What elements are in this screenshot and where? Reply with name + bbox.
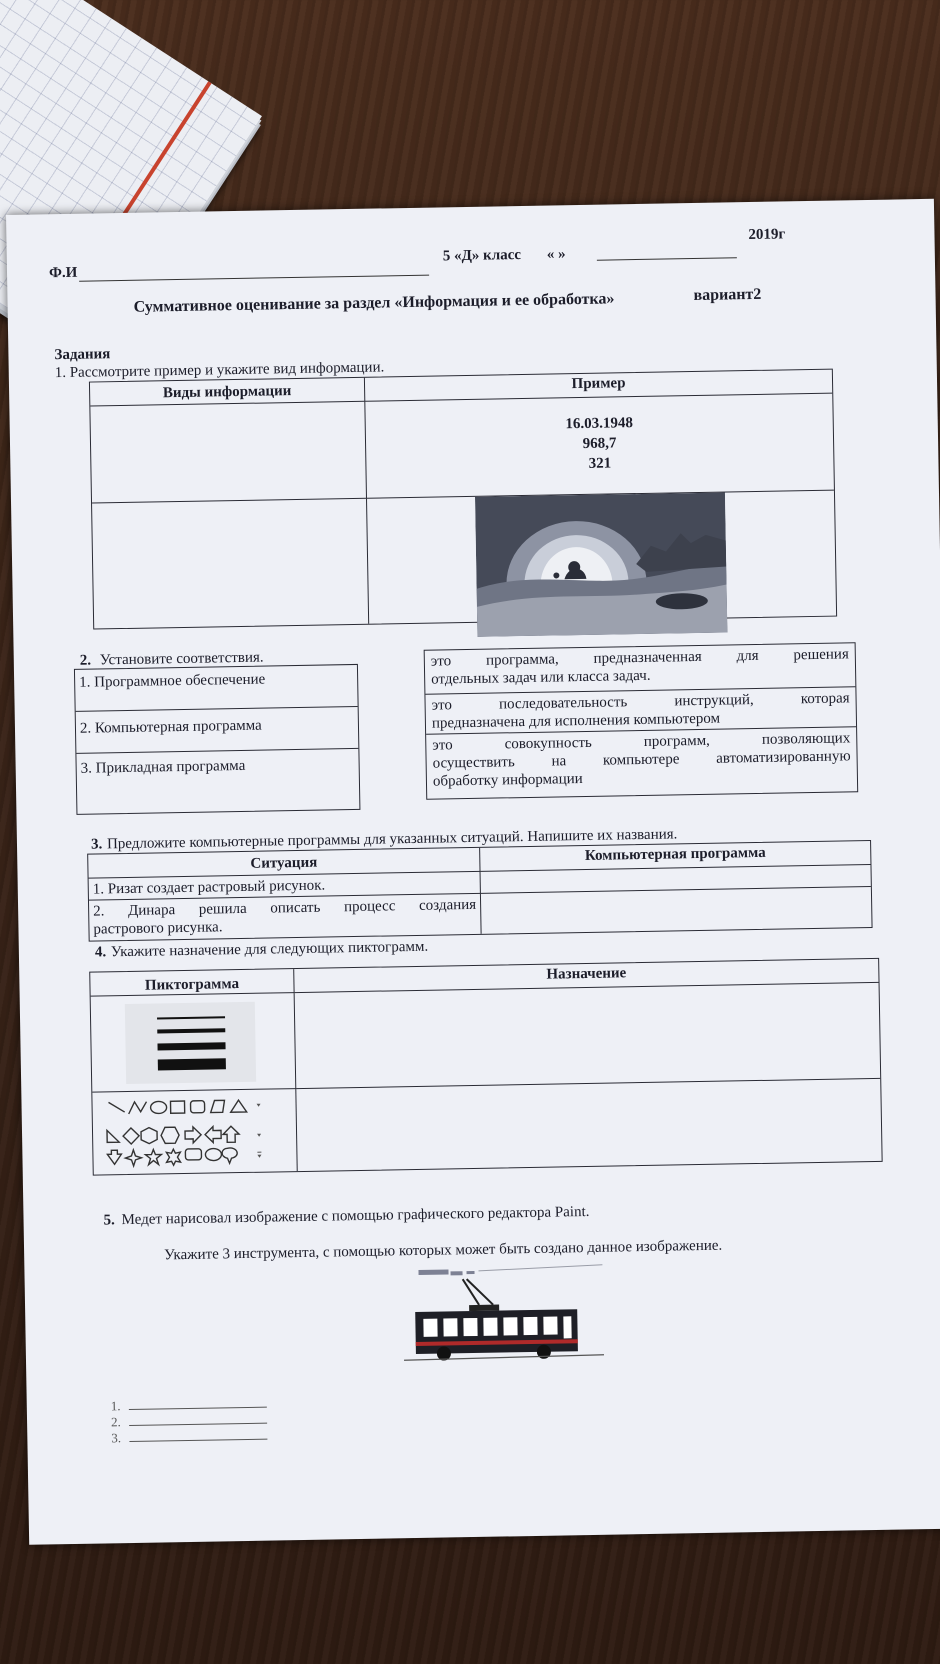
name-field[interactable] [79,260,429,282]
task1-answer-1[interactable] [90,402,367,504]
task5-prompt: Медет нарисовал изображение с помощью графического редактора Paint. [121,1203,590,1229]
task4-icon-cell-1 [91,993,297,1093]
example-line-3: 321 [588,455,612,472]
task4-purpose-2[interactable] [296,1079,881,1171]
year: 2019г [748,226,786,244]
task3-table [87,840,872,942]
class-label: 5 «Д» класс [442,247,522,265]
task3-row2-answer[interactable] [481,887,872,934]
task1-prompt: 1. Рассмотрите пример и укажите вид информации. [54,359,385,382]
left-item-1-text: 1. Программное обеспечение [79,671,266,691]
right-item-2-line2: предназначена для исполнения компьютером [431,710,721,732]
answer-number-2: 2. [110,1414,121,1430]
right-item-3-line2: осуществить на компьютере автоматизированную [432,748,851,772]
answer-line-3[interactable] [129,1427,267,1442]
task4-icon-cell-2 [92,1089,297,1175]
task5-number: 5. [103,1212,115,1229]
left-item-2[interactable] [76,707,359,754]
right-item-1[interactable] [425,643,856,694]
task2-prompt: Установите соответствия. [99,649,264,669]
task5-instruction: Укажите 3 инструмента, с помощью которых может быть создано данное изображение. [164,1237,723,1264]
left-item-2-text: 2. Компьютерная программа [79,717,262,737]
task3-number: 3. [90,836,103,853]
task3-row2-line2: растрового рисунка. [93,919,223,938]
cartoon-picture [475,492,727,636]
right-item-3-line1: это совокупность программ, позволяющих [432,730,851,754]
task3-row1-text: 1. Ризат создает растровый рисунок. [92,877,326,898]
example-line-2: 968,7 [582,435,617,452]
task1-example-image-cell [367,491,836,624]
answer-line-2[interactable] [129,1411,267,1426]
shapes-palette-icon [102,1095,291,1170]
task4-prompt: Укажите назначение для следующих пиктограмм. [110,938,429,961]
task2-left-column [74,664,361,815]
task1-header-example-text: Пример [571,375,626,393]
right-item-3-line3: обработку информации [432,771,583,790]
task3-row2-line1: 2. Динара решила описать процесс создания [93,896,477,920]
task1-header-types-text: Виды информации [162,383,292,402]
answer-number-1: 1. [110,1398,121,1414]
task3-header-program-text: Компьютерная программа [584,844,766,864]
right-item-3[interactable] [426,727,857,798]
page-title: Суммативное оценивание за раздел «Информация и ее обработка» [133,290,615,316]
variant-label: вариант2 [693,285,762,305]
task1-example-numbers [365,394,834,499]
task4-header-icon [90,969,294,997]
right-item-2-line1: это последовательность инструкций, которая [431,690,850,714]
left-item-3-text: 3. Прикладная программа [80,757,246,777]
task1-table [89,369,837,630]
task4-table [89,958,882,1176]
task4-header-icon-text: Пиктограмма [144,976,240,994]
task3-header-situation-text: Ситуация [250,854,318,872]
task4-header-purpose-text: Назначение [546,965,627,983]
answer-line-1[interactable] [129,1395,267,1410]
left-item-1[interactable] [75,665,358,712]
right-item-1-line1: это программа, предназначенная для решения [430,646,849,670]
left-item-3[interactable] [76,749,359,814]
answer-number-3: 3. [111,1430,122,1446]
example-line-1: 16.03.1948 [565,415,634,433]
task3-row2-situation [89,894,482,941]
task2-number: 2. [79,652,92,669]
tasks-label: Задания [54,346,111,364]
task2-right-column [424,642,859,800]
trolleybus-drawing [392,1263,610,1367]
date-field[interactable] [597,242,737,260]
line-width-icon [125,1002,256,1084]
worksheet-paper [6,199,940,1545]
right-item-1-line2: отдельных задач или класса задач. [431,667,651,688]
task4-number: 4. [94,944,107,961]
task4-purpose-1[interactable] [295,983,881,1089]
date-quotes: « » [546,246,566,263]
name-label: Ф.И [48,264,78,282]
task1-answer-2[interactable] [92,499,369,629]
task3-prompt: Предложите компьютерные программы для указанных ситуаций. Напишите их названия. [106,826,678,853]
